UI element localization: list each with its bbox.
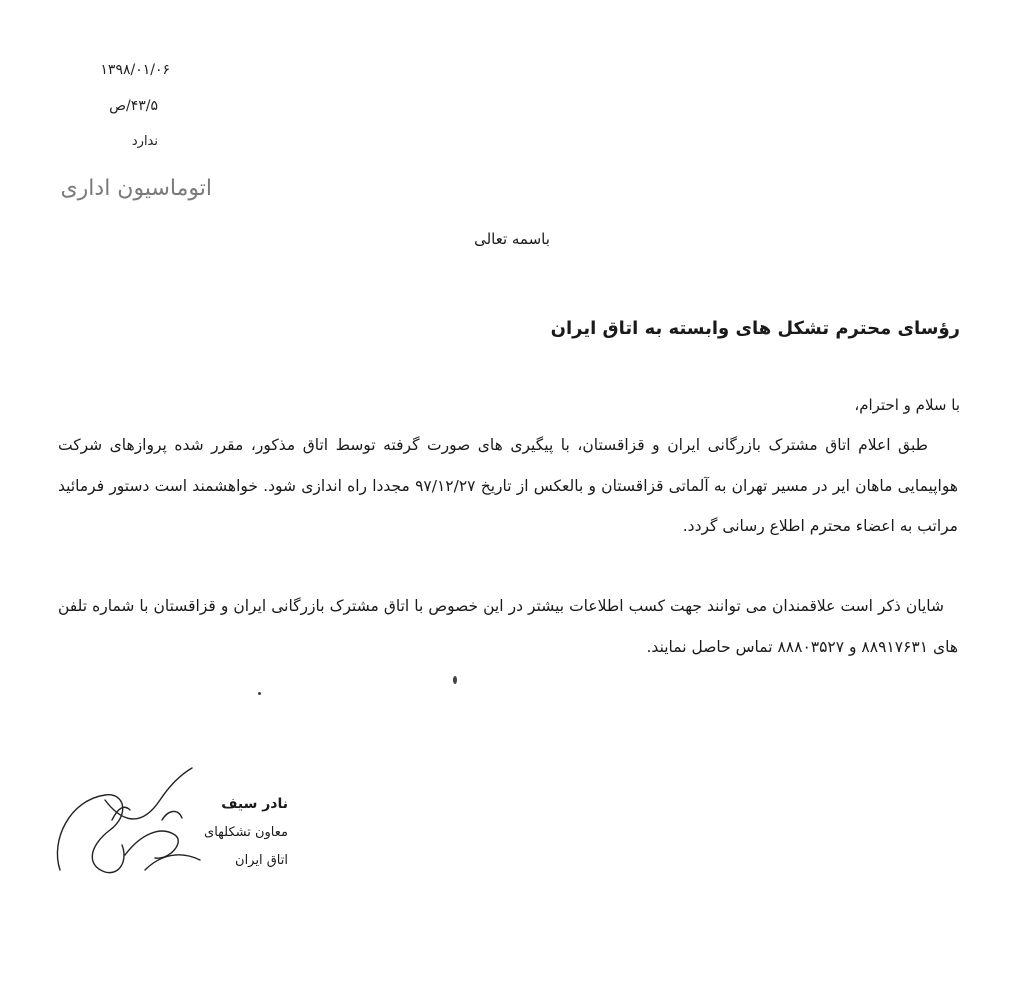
recipient-line: رؤسای محترم تشکل های وابسته به اتاق ایران	[550, 318, 960, 339]
attachment-status: ندارد	[131, 134, 158, 149]
ink-speck	[258, 692, 261, 695]
signatory-name: نادر سیف	[221, 796, 288, 812]
bismillah-heading: باسمه تعالی	[474, 230, 550, 248]
signatory-organization: اتاق ایران	[235, 853, 288, 868]
ink-speck	[453, 676, 457, 684]
handwritten-signature	[50, 760, 210, 890]
letter-number: ۴۳/۵/ص	[109, 98, 158, 114]
signatory-title: معاون تشکلهای	[204, 825, 288, 840]
body-paragraph-2: شایان ذکر است علاقمندان می توانند جهت کسب اطلاعات بیشتر در این خصوص با اتاق مشترک بازرگانی ایران و قزاقستان با شماره تلفن های ۸۸۹۱۷۶۳۱ و ۸۸۸۰۳۵۲۷ تماس حاصل نمایند.	[58, 597, 958, 656]
automation-stamp: اتوماسیون اداری	[60, 176, 212, 201]
letter-date: ۱۳۹۸/۰۱/۰۶	[100, 62, 170, 78]
body-paragraph-1: طبق اعلام اتاق مشترک بازرگانی ایران و قزاقستان، با پیگیری های صورت گرفته توسط اتاق مذکور، مقرر شده پروازهای شرکت هواپیمایی ماهان ایر در مسیر تهران به آلماتی قزاقستان و بالعکس از تاریخ ۹۷/۱۲/۲۷ مجددا راه اندازی شود. خواهشمند است دستور فرمائید مراتب به اعضاء محترم اطلاع رسانی گردد.	[58, 436, 959, 535]
greeting-line: با سلام و احترام،	[854, 396, 960, 414]
